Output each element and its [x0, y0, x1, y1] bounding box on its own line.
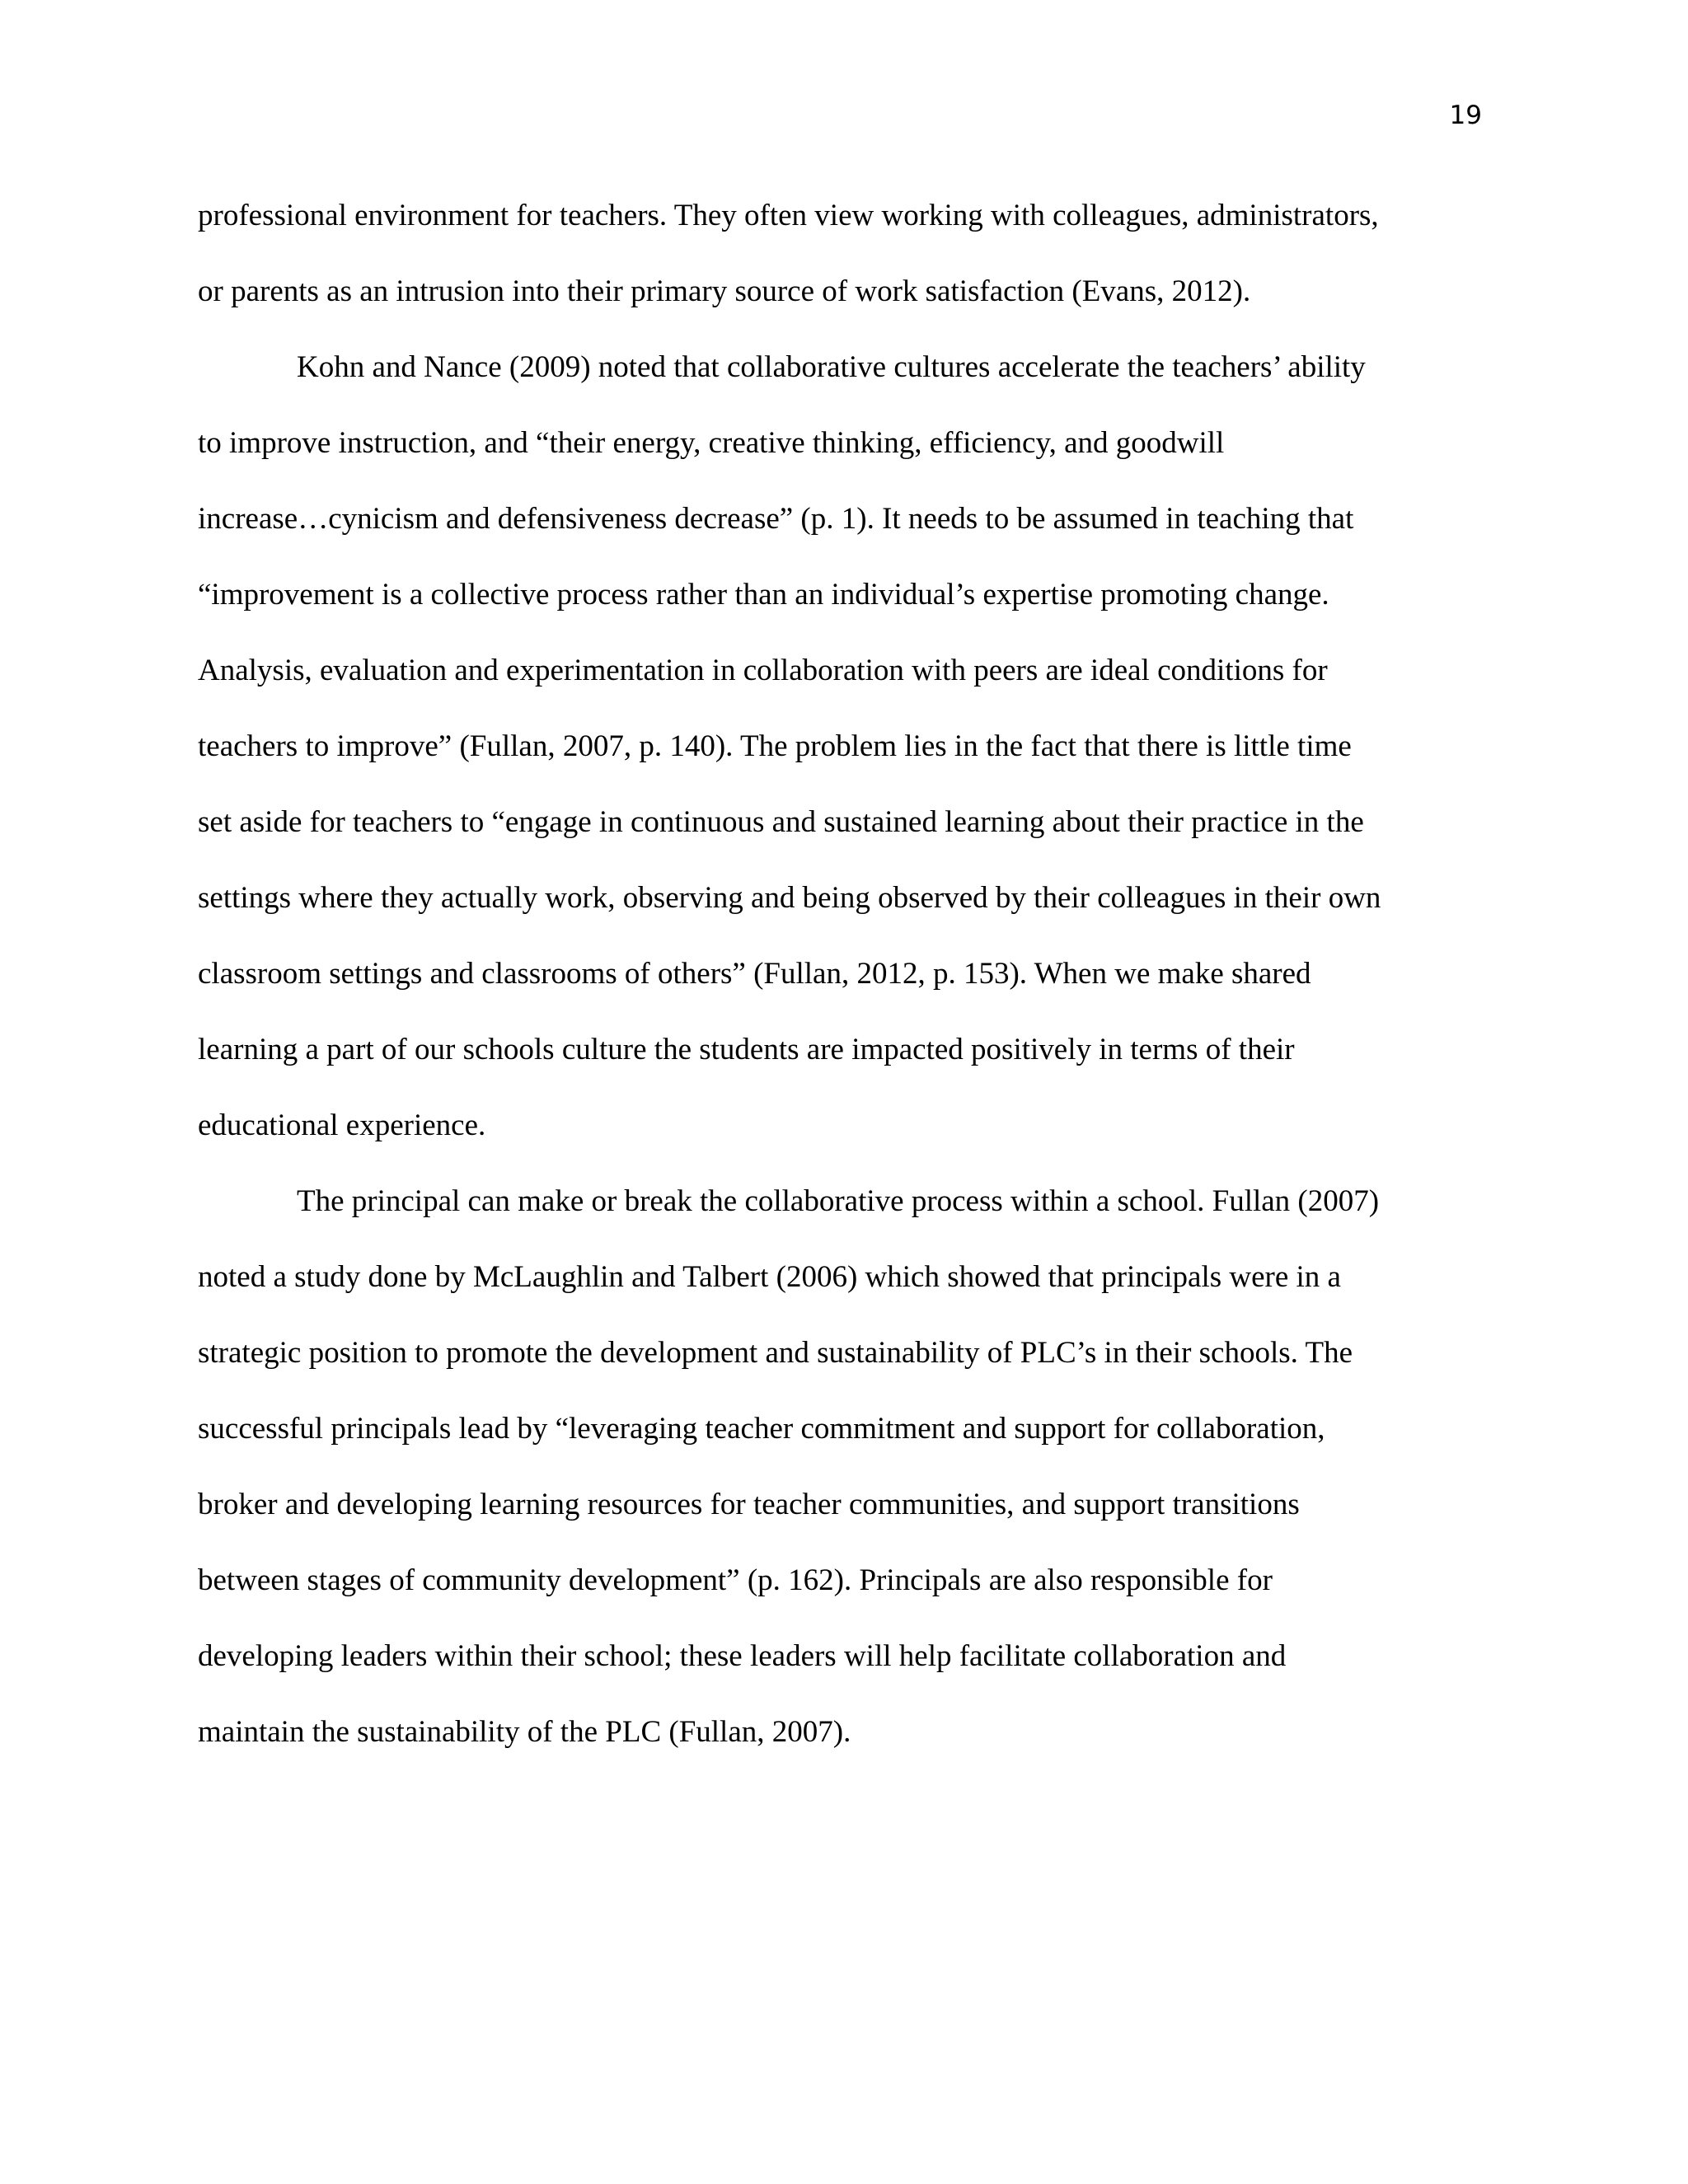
text-line: educational experience. — [198, 1108, 486, 1142]
text-line: between stages of community development” (p. 162). Principals are also responsible for — [198, 1563, 1273, 1597]
text-line: settings where they actually work, observing and being observed by their colleagues in their own — [198, 881, 1381, 915]
text-line: learning a part of our schools culture the students are impacted positively in terms of their — [198, 1033, 1295, 1066]
paragraph-start-line: Kohn and Nance (2009) noted that collaborative cultures accelerate the teachers’ ability — [297, 350, 1366, 384]
text-line: developing leaders within their school; these leaders will help facilitate collaboration and — [198, 1639, 1287, 1673]
text-line: increase…cynicism and defensiveness decrease” (p. 1). It needs to be assumed in teaching that — [198, 502, 1354, 536]
text-line: successful principals lead by “leveraging teacher commitment and support for collaboration, — [198, 1412, 1325, 1446]
text-line: broker and developing learning resources for teacher communities, and support transitions — [198, 1488, 1300, 1521]
text-line: maintain the sustainability of the PLC (Fullan, 2007). — [198, 1715, 851, 1749]
text-line: noted a study done by McLaughlin and Talbert (2006) which showed that principals were in a — [198, 1260, 1341, 1294]
text-line: set aside for teachers to “engage in continuous and sustained learning about their practice in the — [198, 805, 1364, 839]
text-line: to improve instruction, and “their energy, creative thinking, efficiency, and goodwill — [198, 426, 1225, 460]
paragraph-start-line: The principal can make or break the collaborative process within a school. Fullan (2007) — [297, 1184, 1380, 1218]
text-line: teachers to improve” (Fullan, 2007, p. 140). The problem lies in the fact that there is little time — [198, 729, 1352, 763]
text-line: strategic position to promote the development and sustainability of PLC’s in their schools. The — [198, 1336, 1353, 1370]
body-text — [198, 190, 1492, 1782]
text-line: “improvement is a collective process rather than an individual’s expertise promoting change. — [198, 578, 1329, 612]
text-line: classroom settings and classrooms of others” (Fullan, 2012, p. 153). When we make shared — [198, 957, 1311, 991]
text-line: professional environment for teachers. They often view working with colleagues, administrators, — [198, 199, 1379, 232]
text-line: Analysis, evaluation and experimentation in collaboration with peers are ideal conditions for — [198, 654, 1328, 687]
text-line: or parents as an intrusion into their primary source of work satisfaction (Evans, 2012). — [198, 274, 1251, 308]
page-number: 19 — [1449, 101, 1482, 130]
